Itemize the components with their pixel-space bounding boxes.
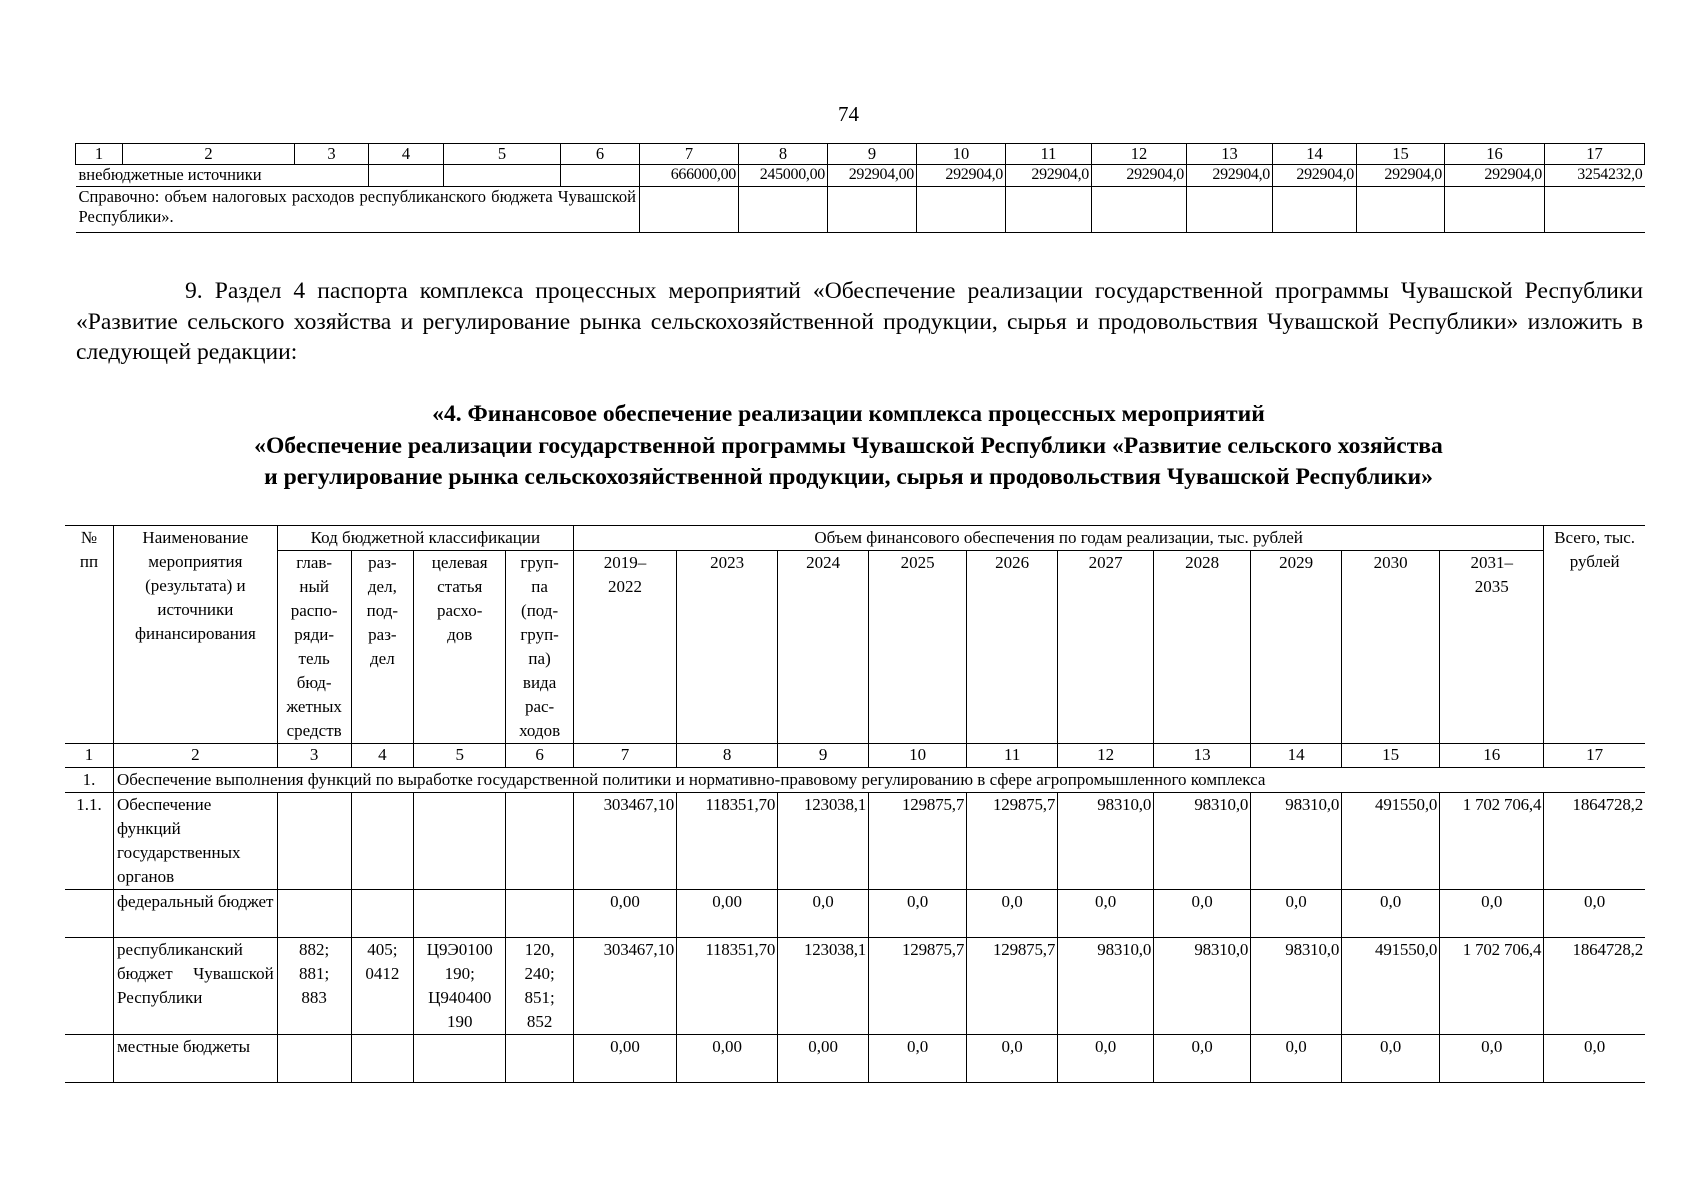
table1-header-row — [76, 144, 1645, 165]
table1-value: 292904,0 — [1006, 165, 1092, 187]
row-value: 0,00 — [778, 1035, 869, 1083]
row-value: 0,0 — [1440, 890, 1544, 938]
row-value: 98310,0 — [1251, 793, 1342, 890]
table1-cell — [1273, 187, 1357, 233]
row-article: Ц9Э0100 190; Ц940400 190 — [414, 938, 506, 1035]
column-number: 8 — [677, 744, 778, 768]
table1-cell — [444, 165, 561, 187]
table1-reference-label: Справочно: объем налоговых расходов республиканского бюджета Чувашской Республики». — [76, 187, 640, 233]
table1-cell — [1357, 187, 1445, 233]
table1-header-cell: 16 — [1445, 144, 1545, 165]
table1-header-cell: 4 — [369, 144, 444, 165]
table1-header-cell: 9 — [828, 144, 917, 165]
row-grbs — [277, 793, 351, 890]
row-number: 1.1. — [65, 793, 114, 890]
table-row — [65, 793, 1645, 890]
table1-header-cell: 14 — [1273, 144, 1357, 165]
amendment-paragraph — [76, 276, 1643, 368]
table1-value: 3254232,0 — [1545, 165, 1645, 187]
table1-header-cell: 1 — [76, 144, 123, 165]
row-value: 98310,0 — [1058, 793, 1154, 890]
section-text: Обеспечение выполнения функций по выработке государственной политики и нормативно-правовому регулированию в сфере агропромышленного комплекса — [114, 768, 1645, 793]
head-year: 2027 — [1058, 551, 1154, 744]
row-value: 0,0 — [1058, 890, 1154, 938]
row-value: 0,0 — [1251, 890, 1342, 938]
row-value: 491550,0 — [1342, 793, 1440, 890]
row-value: 1 702 706,4 — [1440, 793, 1544, 890]
section-title — [0, 399, 1697, 494]
table1-value: 292904,00 — [828, 165, 917, 187]
page-number: 74 — [838, 102, 859, 126]
table1-header-cell: 8 — [739, 144, 828, 165]
row-value: 0,0 — [1251, 1035, 1342, 1083]
table2-head-row-2 — [65, 551, 1645, 744]
column-number: 13 — [1154, 744, 1251, 768]
row-value: 123038,1 — [778, 793, 869, 890]
table1-value: 292904,0 — [917, 165, 1006, 187]
table-row — [65, 938, 1645, 1035]
row-value: 0,0 — [869, 1035, 967, 1083]
row-section — [351, 793, 414, 890]
table1-cell — [640, 187, 739, 233]
continuation-table — [75, 143, 1645, 233]
table1-row-label: внебюджетные источники — [76, 165, 369, 187]
row-value: 0,0 — [1154, 1035, 1251, 1083]
row-value: 0,0 — [1342, 1035, 1440, 1083]
table1-cell — [561, 165, 640, 187]
table1-header-cell: 12 — [1092, 144, 1187, 165]
head-group: груп- па (под- груп- па) вида рас- ходов — [506, 551, 574, 744]
row-value: 98310,0 — [1251, 938, 1342, 1035]
row-value: 1864728,2 — [1544, 793, 1645, 890]
table2-section-row — [65, 768, 1645, 793]
table1-cell — [739, 187, 828, 233]
table1-value: 292904,0 — [1187, 165, 1273, 187]
table1-cell — [1545, 187, 1645, 233]
row-value: 0,0 — [967, 890, 1058, 938]
head-name: Наименование мероприятия (результата) и источники финансирования — [114, 526, 278, 744]
row-value: 129875,7 — [967, 938, 1058, 1035]
row-value: 303467,10 — [573, 938, 676, 1035]
row-value: 0,0 — [778, 890, 869, 938]
table1-cell — [917, 187, 1006, 233]
table1-header-cell: 5 — [444, 144, 561, 165]
row-value: 0,00 — [573, 1035, 676, 1083]
table1-value: 292904,0 — [1357, 165, 1445, 187]
column-number: 1 — [65, 744, 114, 768]
table1-header-cell: 2 — [123, 144, 295, 165]
head-year: 2026 — [967, 551, 1058, 744]
row-name: местные бюджеты — [114, 1035, 278, 1083]
row-value: 0,0 — [869, 890, 967, 938]
row-article — [414, 793, 506, 890]
row-value: 129875,7 — [869, 938, 967, 1035]
row-section — [351, 890, 414, 938]
head-year: 2024 — [778, 551, 869, 744]
table1-header-cell: 10 — [917, 144, 1006, 165]
head-number: № пп — [65, 526, 114, 744]
head-section: раз- дел, под- раз- дел — [351, 551, 414, 744]
row-article — [414, 1035, 506, 1083]
row-value: 1864728,2 — [1544, 938, 1645, 1035]
row-value: 491550,0 — [1342, 938, 1440, 1035]
table1-header-cell: 13 — [1187, 144, 1273, 165]
table1-value: 666000,00 — [640, 165, 739, 187]
table1-header-cell: 11 — [1006, 144, 1092, 165]
row-group — [506, 793, 574, 890]
row-value: 123038,1 — [778, 938, 869, 1035]
row-value: 0,0 — [1342, 890, 1440, 938]
table1-cell — [369, 165, 444, 187]
head-budget-code: Код бюджетной классификации — [277, 526, 573, 551]
row-value: 118351,70 — [677, 793, 778, 890]
column-number: 7 — [573, 744, 676, 768]
financing-table — [65, 525, 1645, 1083]
head-grbs: глав- ный распо- ряди- тель бюд- жетных средств — [277, 551, 351, 744]
head-year: 2030 — [1342, 551, 1440, 744]
row-value: 0,0 — [1154, 890, 1251, 938]
row-value: 0,0 — [967, 1035, 1058, 1083]
column-number: 5 — [414, 744, 506, 768]
title-line: «4. Финансовое обеспечение реализации комплекса процессных мероприятий — [432, 401, 1265, 427]
table1-header-cell: 7 — [640, 144, 739, 165]
column-number: 15 — [1342, 744, 1440, 768]
table2-column-numbers — [65, 744, 1645, 768]
row-section: 405; 0412 — [351, 938, 414, 1035]
row-value: 129875,7 — [869, 793, 967, 890]
row-value: 98310,0 — [1058, 938, 1154, 1035]
row-grbs: 882; 881; 883 — [277, 938, 351, 1035]
column-number: 4 — [351, 744, 414, 768]
table1-value: 292904,0 — [1092, 165, 1187, 187]
head-total: Всего, тыс. рублей — [1544, 526, 1645, 744]
table1-value: 292904,0 — [1445, 165, 1545, 187]
section-number: 1. — [65, 768, 114, 793]
row-value: 98310,0 — [1154, 938, 1251, 1035]
head-volume: Объем финансового обеспечения по годам реализации, тыс. рублей — [573, 526, 1543, 551]
table1-header-cell: 15 — [1357, 144, 1445, 165]
row-value: 0,0 — [1544, 890, 1645, 938]
row-group — [506, 1035, 574, 1083]
title-line: и регулирование рынка сельскохозяйственной продукции, сырья и продовольствия Чувашской Республики» — [264, 464, 1433, 490]
row-value: 118351,70 — [677, 938, 778, 1035]
table1-cell — [1092, 187, 1187, 233]
table1-value: 245000,00 — [739, 165, 828, 187]
head-year: 2028 — [1154, 551, 1251, 744]
row-number — [65, 890, 114, 938]
head-year: 2029 — [1251, 551, 1342, 744]
table1-value: 292904,0 — [1273, 165, 1357, 187]
row-value: 0,0 — [1058, 1035, 1154, 1083]
table1-header-cell: 6 — [561, 144, 640, 165]
column-number: 10 — [869, 744, 967, 768]
row-value: 98310,0 — [1154, 793, 1251, 890]
row-number — [65, 1035, 114, 1083]
title-line: «Обеспечение реализации государственной программы Чувашской Республики «Развитие сельского хозяйства — [254, 432, 1443, 459]
table1-cell — [828, 187, 917, 233]
row-article — [414, 890, 506, 938]
table1-header-cell: 17 — [1545, 144, 1645, 165]
row-name: федеральный бюджет — [114, 890, 278, 938]
row-group — [506, 890, 574, 938]
head-year: 2025 — [869, 551, 967, 744]
row-group: 120, 240; 851; 852 — [506, 938, 574, 1035]
row-value: 0,0 — [1544, 1035, 1645, 1083]
row-number — [65, 938, 114, 1035]
row-section — [351, 1035, 414, 1083]
column-number: 3 — [277, 744, 351, 768]
row-grbs — [277, 1035, 351, 1083]
column-number: 6 — [506, 744, 574, 768]
table1-cell — [1445, 187, 1545, 233]
row-value: 0,00 — [573, 890, 676, 938]
row-grbs — [277, 890, 351, 938]
column-number: 16 — [1440, 744, 1544, 768]
row-value: 1 702 706,4 — [1440, 938, 1544, 1035]
row-value: 303467,10 — [573, 793, 676, 890]
paragraph-text: 9. Раздел 4 паспорта комплекса процессных мероприятий «Обеспечение реализации государственной программы Чувашской Республики «Развитие сельского хозяйства и регулирование рынка сельскохозяйственной продукции, сырья и продовольствия Чувашской Республики» изложить в следующей редакции: — [76, 278, 1643, 365]
table1-row-reference — [76, 187, 1645, 233]
table1-cell — [1187, 187, 1273, 233]
column-number: 2 — [114, 744, 278, 768]
column-number: 9 — [778, 744, 869, 768]
row-value: 0,00 — [677, 1035, 778, 1083]
column-number: 14 — [1251, 744, 1342, 768]
row-value: 0,00 — [677, 890, 778, 938]
row-name: Обеспечение функций государственных органов — [114, 793, 278, 890]
row-name: республиканский бюджет Чувашской Республики — [114, 938, 278, 1035]
table-row — [65, 890, 1645, 938]
column-number: 17 — [1544, 744, 1645, 768]
head-article: целевая статья расхо- дов — [414, 551, 506, 744]
table1-cell — [1006, 187, 1092, 233]
row-value: 129875,7 — [967, 793, 1058, 890]
table-row — [65, 1035, 1645, 1083]
table2-head-row-1 — [65, 526, 1645, 551]
table1-row-extrabudgetary — [76, 165, 1645, 187]
head-year: 2019– 2022 — [573, 551, 676, 744]
head-year: 2031– 2035 — [1440, 551, 1544, 744]
row-value: 0,0 — [1440, 1035, 1544, 1083]
table1-header-cell: 3 — [295, 144, 369, 165]
head-year: 2023 — [677, 551, 778, 744]
column-number: 12 — [1058, 744, 1154, 768]
column-number: 11 — [967, 744, 1058, 768]
